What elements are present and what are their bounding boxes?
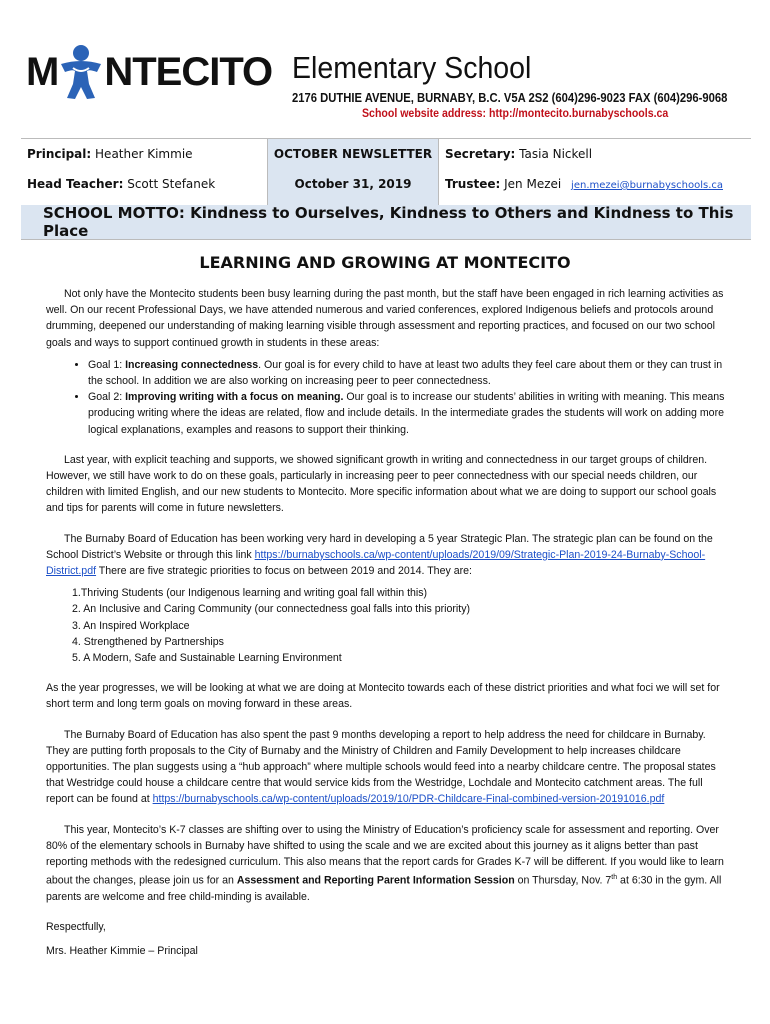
school-motto: SCHOOL MOTTO: Kindness to Ourselves, Kindness to Others and Kindness to This Place <box>21 205 751 240</box>
trustee-row <box>445 177 723 191</box>
results-paragraph: Last year, with explicit teaching and supports, we showed significant growth in writing and connectedness in our target groups of children. However, we still have work to do on these goals, particularly in increasing peer to peer connectedness with our special needs children, our children with limited English, and our new students to Montecito. More specific information about what we are doing to support our school goals and tips for parents will come in future newsletters. <box>46 453 717 515</box>
paragraph-text: The Burnaby Board of Education has also spent the past 9 months developing a report to help address the need for childcare in Burnaby. They are putting forth proposals to the City of Burnaby and the Ministry of Children and Family Development to help increases childcare opportunities. The plan suggests using a “hub approach” where multiple schools would feed into a nearby childcare centre. The proposal states that Westridge could house a childcare centre that would service kids from the Westridge, Lochdale and Montecito catchment areas. The full report can be found at <box>46 728 716 806</box>
date-suffix: th <box>611 874 618 882</box>
trustee-name: Jen Mezei <box>504 177 562 191</box>
principal-row <box>27 147 193 161</box>
goal-text: Our goal is to increase our students’ abilities in writing with meaning. This means producing writing where the ideas are related, flow and include details. In the intermediate grades the students will work on adding more logical explanations, examples and reasons to support their thinking. <box>88 391 725 436</box>
logo-letter-m: M <box>26 50 59 94</box>
principal-name: Heather Kimmie <box>95 147 193 161</box>
school-name: Elementary School <box>292 50 532 85</box>
secretary-name: Tasia Nickell <box>519 147 593 161</box>
priorities-list <box>46 585 726 666</box>
contact-column <box>439 139 751 205</box>
logo-letters-ntecito: NTECITO <box>104 50 273 94</box>
school-website[interactable]: School website address: http://montecito.burnabyschools.ca <box>362 108 669 120</box>
strategic-plan-link[interactable]: https://burnabyschools.ca/wp-content/uploads/2019/09/Strategic-Plan-2019-24-Burnaby-School-District.pdf <box>46 548 706 578</box>
school-logo <box>26 42 272 102</box>
paragraph-text: The Burnaby Board of Education has been working very hard in developing a 5 year Strategic Plan. The strategic plan can be found on the School District’s Website or through this link <box>46 532 713 561</box>
list-item: 3. An Inspired Workplace <box>72 619 190 632</box>
strategic-plan-paragraph <box>46 531 726 580</box>
head-teacher-row <box>27 177 215 191</box>
list-item: 2. An Inclusive and Caring Community (our connectedness goal falls into this priority) <box>72 603 471 616</box>
trustee-label: Trustee: <box>445 177 501 191</box>
progress-paragraph: As the year progresses, we will be looking at what we are doing at Montecito towards each of these district priorities and what foci we will set for short term and long term goals on moving forward in these areas. <box>46 682 720 711</box>
paragraph-text: There are five strategic priorities to focus on between 2019 and 2014. They are: <box>96 565 472 578</box>
signature-block <box>46 919 726 959</box>
list-item: 5. A Modern, Safe and Sustainable Learning Environment <box>72 652 342 665</box>
newsletter-body <box>46 286 726 968</box>
goal-label: Goal 1: <box>88 358 126 371</box>
session-name: Assessment and Reporting Parent Information Session <box>236 874 515 887</box>
page-title: LEARNING AND GROWING AT MONTECITO <box>199 253 571 272</box>
paragraph-text: at 6:30 in the gym. All parents are welcome and free child-minding is available. <box>46 874 722 904</box>
childcare-paragraph <box>46 727 726 808</box>
list-item <box>88 389 726 438</box>
trustee-email-link[interactable]: jen.mezei@burnabyschools.ca <box>571 180 723 191</box>
paragraph-text: This year, Montecito’s K-7 classes are shifting over to using the Ministry of Education’s proficiency scale for assessment and reporting. Over 80% of the elementary schools in Burnaby have shifted to using the scale and we are excited about this journey as it aligns better than past reporting methods with the redesigned curriculum. This also means that the report cards for Grades K-7 will be different. If you would like to learn about the changes, please join us for an <box>46 823 724 887</box>
goal-text: . Our goal is for every child to have at least two adults they feel care about them or they can trust in the school. In addition we are also working on increasing peer to peer connectedness. <box>88 358 723 388</box>
goal-heading: Increasing connectedness <box>125 358 259 371</box>
secretary-label: Secretary: <box>445 147 516 161</box>
child-figure-icon <box>59 44 103 100</box>
list-item: 4. Strengthened by Partnerships <box>72 635 224 648</box>
head-teacher-name: Scott Stefanek <box>127 177 216 191</box>
signature: Mrs. Heather Kimmie – Principal <box>46 945 198 958</box>
list-item: 1.Thriving Students (our Indigenous learning and writing goal fall within this) <box>72 587 428 600</box>
closing: Respectfully, <box>46 921 106 934</box>
newsletter-column <box>267 139 439 205</box>
goal-label: Goal 2: <box>88 391 126 404</box>
paragraph-text: on Thursday, Nov. 7 <box>514 874 612 887</box>
secretary-row <box>445 147 592 161</box>
goal-heading: Improving writing with a focus on meaning. <box>125 391 344 404</box>
goals-list <box>46 357 726 438</box>
staff-column <box>21 139 266 205</box>
school-address: 2176 DUTHIE AVENUE, BURNABY, B.C. V5A 2S2 (604)296-9023 FAX (604)296-9068 <box>292 91 728 105</box>
info-table <box>21 138 751 206</box>
principal-label: Principal: <box>27 147 92 161</box>
childcare-report-link[interactable]: https://burnabyschools.ca/wp-content/uploads/2019/10/PDR-Childcare-Final-combined-version-20191016.pdf <box>152 793 665 806</box>
head-teacher-label: Head Teacher: <box>27 177 124 191</box>
newsletter-date: October 31, 2019 <box>294 177 412 191</box>
newsletter-title: OCTOBER NEWSLETTER <box>273 147 433 161</box>
intro-paragraph: Not only have the Montecito students been busy learning during the past month, but the staff have been engaged in rich learning activities as well. On our recent Professional Days, we have attended numerous and varied conferences, explored Indigenous beliefs and protocols around drumming, deepened our understanding of making learning visible through assessment and reporting practices, and focused on our two school goals and ways to support continued growth in students in these areas: <box>46 288 724 349</box>
list-item <box>88 357 726 389</box>
assessment-paragraph <box>46 822 726 906</box>
